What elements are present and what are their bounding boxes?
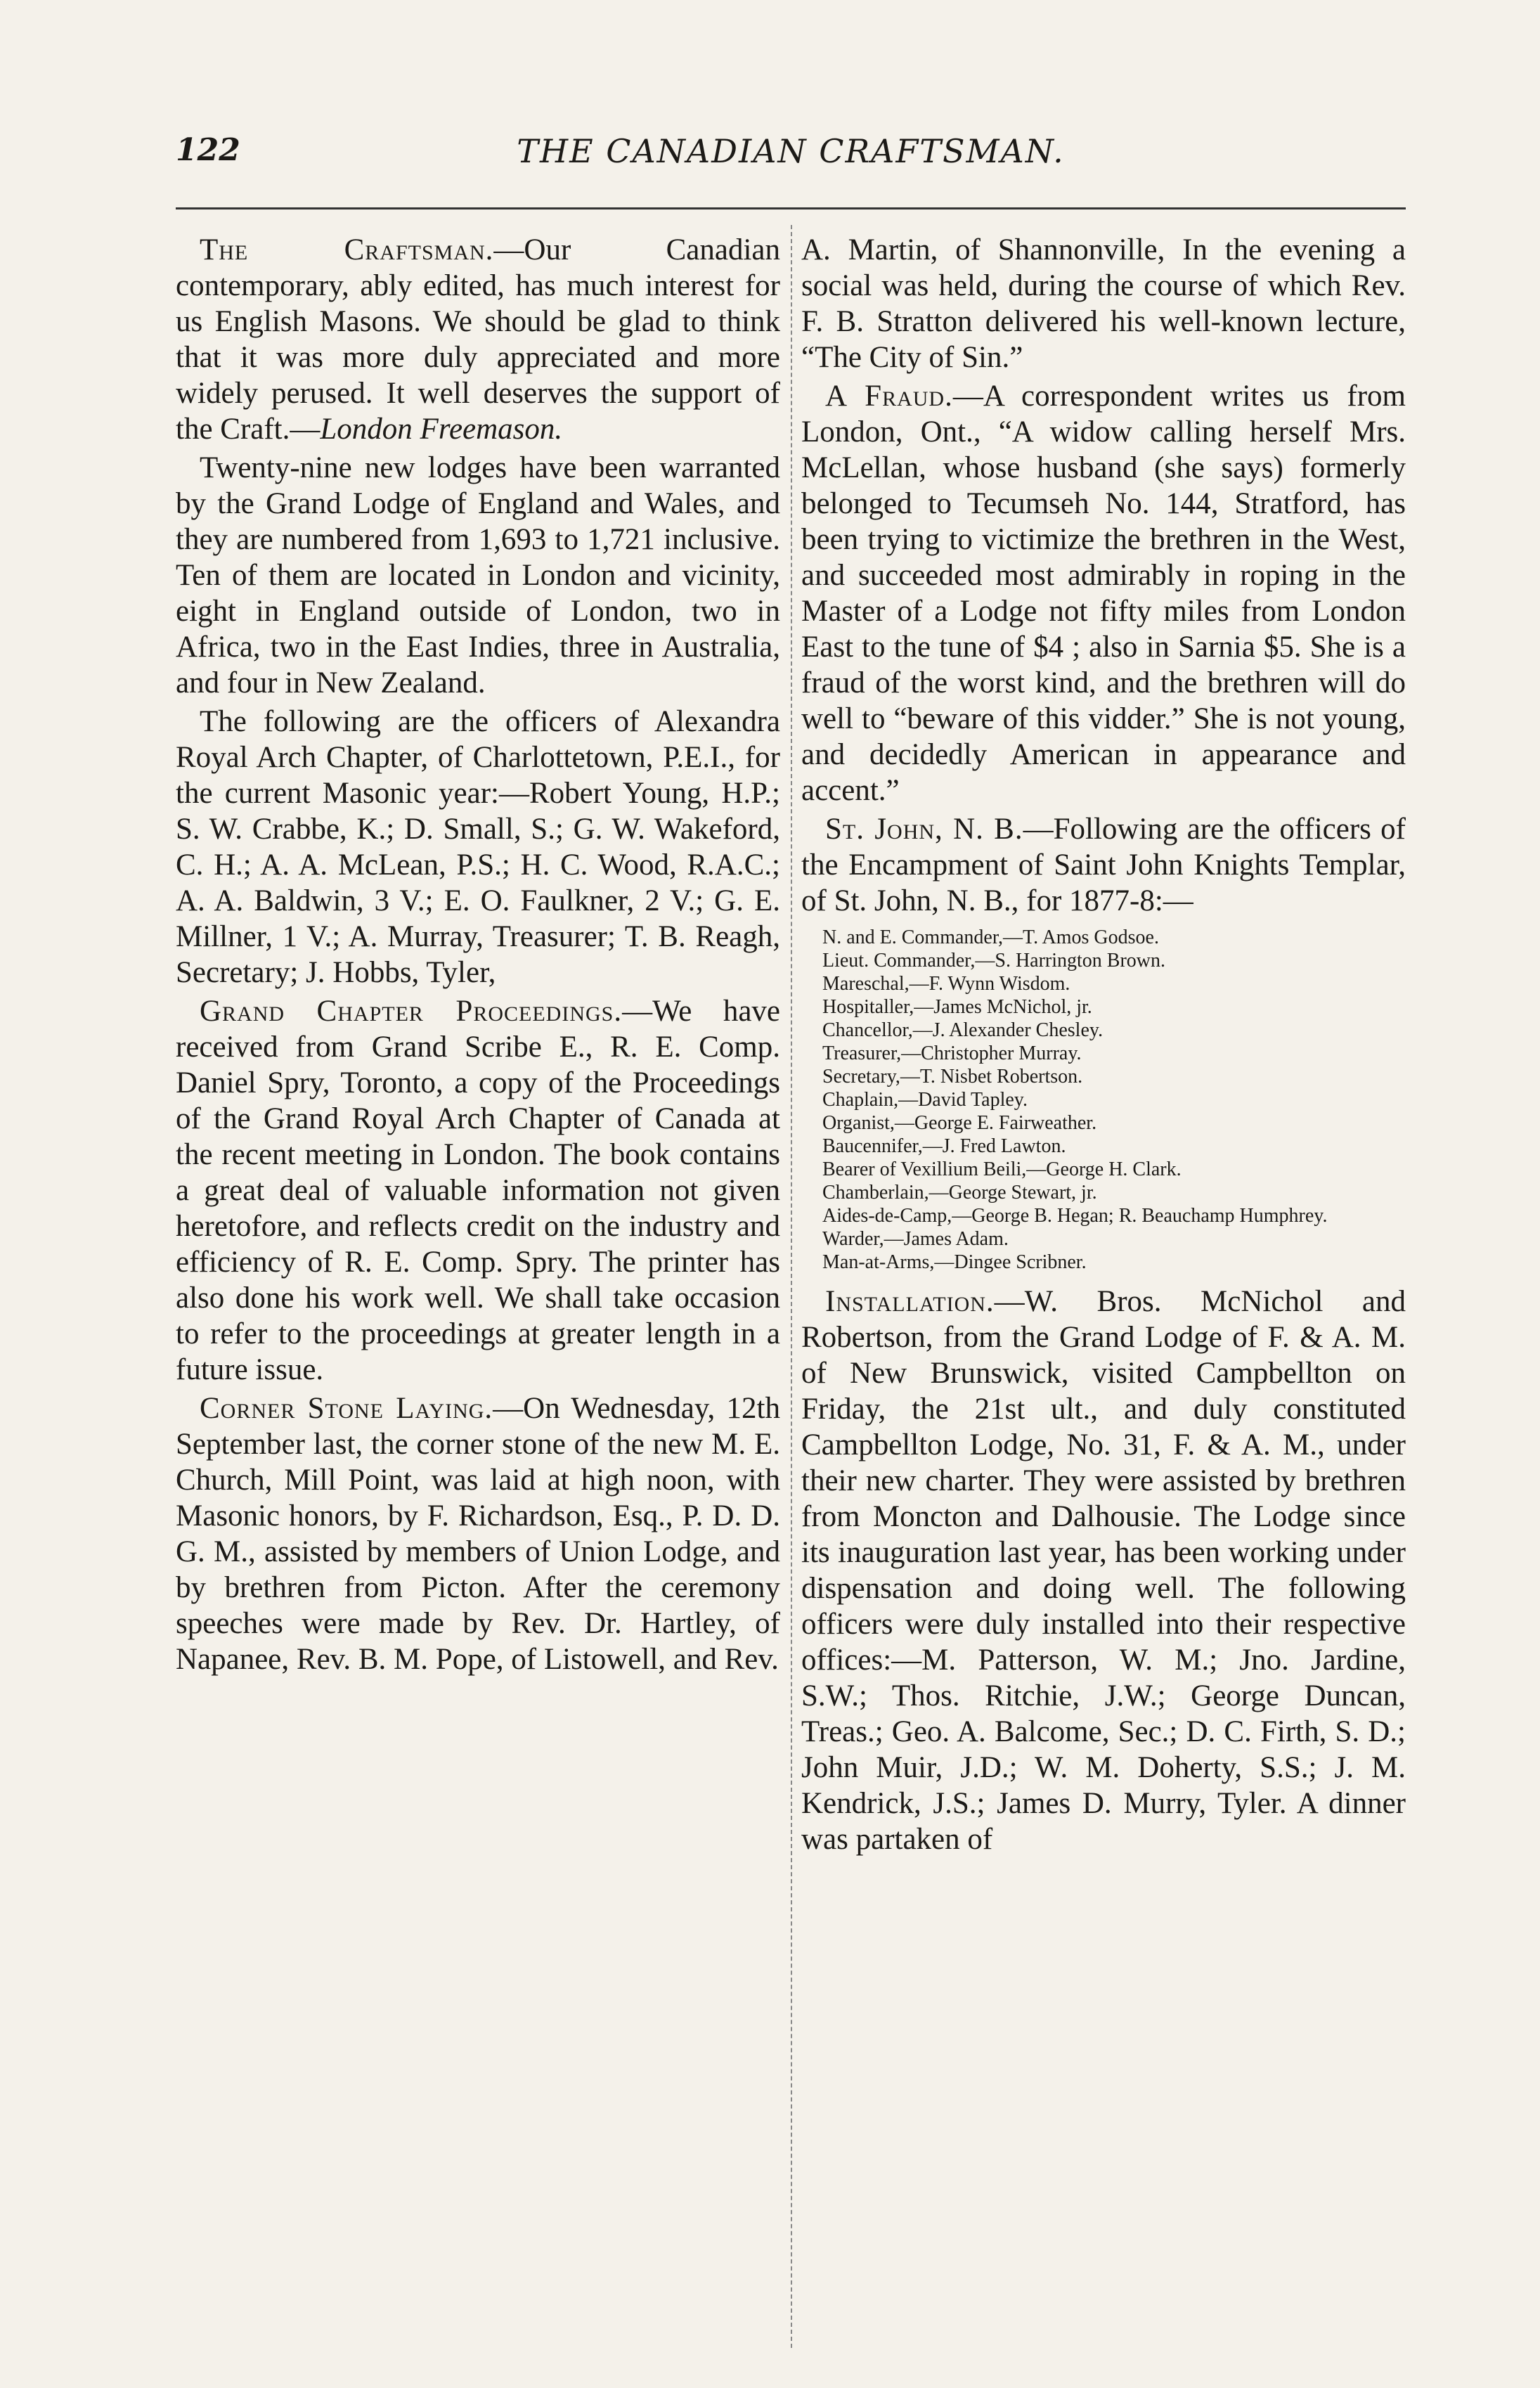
running-title: THE CANADIAN CRAFTSMAN. [517, 132, 1065, 170]
officer-line: Secretary,—T. Nisbet Robertson. [822, 1066, 1083, 1087]
header-rule [176, 207, 1406, 209]
officer-line: Lieut. Commander,—S. Harrington Brown. [822, 950, 1166, 972]
article-craftsman [176, 232, 780, 447]
officer-line: N. and E. Commander,—T. Amos Godsoe. [822, 927, 1159, 948]
article-fraud [801, 378, 1406, 808]
article-source: London Freemason. [320, 413, 563, 446]
article-heading: St. John, N. B. [825, 813, 1023, 846]
officer-line: Organist,—George E. Fairweather. [822, 1112, 1097, 1134]
article-alexandra-chapter: The following are the officers of Alexandra Royal Arch Chapter, of Charlottetown, P.E.I., for the current Masonic year:—Robert Young, H.P.; S. W. Crabbe, K.; D. Small, S.; G. W. Wakeford, C. H.; A. A. McLean, P.S.; H. C. Wood, R.A.C.; A. A. Baldwin, 3 V.; E. O. Faulkner, 2 V.; G. E. Millner, 1 V.; A. Murray, Treasurer; T. B. Reagh, Secretary; J. Hobbs, Tyler, [176, 705, 780, 989]
article-heading: Installation. [825, 1285, 995, 1318]
officer-line: Hospitaller,—James McNichol, jr. [822, 996, 1092, 1018]
column-divider [791, 225, 792, 2348]
left-column [176, 232, 780, 1680]
article-heading: Grand Chapter Proceedings. [200, 995, 623, 1028]
article-heading: A Fraud. [825, 380, 953, 413]
officer-line: Man-at-Arms,—Dingee Scribner. [822, 1251, 1087, 1273]
officer-line: Treasurer,—Christopher Murray. [822, 1043, 1082, 1064]
right-column [801, 232, 1406, 1860]
officer-line: Aides-de-Camp,—George B. Hegan; R. Beauchamp Humphrey. [822, 1205, 1328, 1227]
officer-line: Chancellor,—J. Alexander Chesley. [822, 1019, 1104, 1041]
officer-list [801, 926, 1406, 1274]
officer-line: Chaplain,—David Tapley. [822, 1089, 1028, 1111]
page-number: 122 [176, 132, 240, 168]
page-header [176, 132, 1406, 181]
article-corner-stone [176, 1390, 780, 1677]
officer-line: Chamberlain,—George Stewart, jr. [822, 1182, 1097, 1203]
article-martin-continued: A. Martin, of Shannonville, In the evening a social was held, during the course of which Rev. F. B. Stratton delivered his well-known lecture, “The City of Sin.” [801, 233, 1406, 374]
officer-line: Baucennifer,—J. Fred Lawton. [822, 1135, 1066, 1157]
officer-line: Warder,—James Adam. [822, 1228, 1009, 1250]
officer-line: Bearer of Vexillium Beili,—George H. Clark. [822, 1158, 1182, 1180]
article-st-john [801, 811, 1406, 919]
article-body: —On Wednesday, 12th September last, the corner stone of the new M. E. Church, Mill Point, was laid at high noon, with Masonic honors, by F. Richardson, Esq., P. D. D. G. M., assisted by members of Union Lodge, and by brethren from Picton. After the ceremony speeches were made by Rev. Dr. Hartley, of Napanee, Rev. B. M. Pope, of Listowell, and Rev. [176, 1392, 780, 1676]
article-body: —Following are the officers of the Encampment of Saint John Knights Templar, of St. John, N. B., for 1877-8:— [801, 813, 1406, 917]
article-new-lodges: Twenty-nine new lodges have been warranted by the Grand Lodge of England and Wales, and they are numbered from 1,693 to 1,721 inclusive. Ten of them are located in London and vicinity, eight in England outside of London, two in Africa, two in the East Indies, three in Australia, and four in New Zealand. [176, 451, 780, 699]
article-body: —Our Canadian contemporary, ably edited, has much interest for us English Masons. We should be glad to think that it was more duly appreciated and more widely perused. It well deserves the support of the Craft.— [176, 233, 780, 446]
article-grand-chapter [176, 993, 780, 1388]
officer-line: Mareschal,—F. Wynn Wisdom. [822, 973, 1070, 995]
article-installation [801, 1284, 1406, 1857]
article-heading: The Craftsman. [200, 233, 494, 266]
article-body: —A correspondent writes us from London, Ont., “A widow calling herself Mrs. McLellan, whose husband (she says) formerly belonged to Tecumseh No. 144, Stratford, has been trying to victimize the brethren in the West, and succeeded most admirably in roping in the Master of a Lodge not fifty miles from London East to the tune of $4 ; also in Sarnia $5. She is a fraud of the worst kind, and the brethren will do well to “beware of this vidder.” She is not young, and decidedly American in appearance and accent.” [801, 380, 1406, 807]
article-body: —We have received from Grand Scribe E., R. E. Comp. Daniel Spry, Toronto, a copy of the Proceedings of the Grand Royal Arch Chapter of Canada at the recent meeting in London. The book contains a great deal of valuable information not given heretofore, and reflects credit on the industry and efficiency of R. E. Comp. Spry. The printer has also done his work well. We shall take occasion to refer to the proceedings at greater length in a future issue. [176, 995, 780, 1386]
article-body: —W. Bros. McNichol and Robertson, from the Grand Lodge of F. & A. M. of New Brunswick, visited Campbellton on Friday, the 21st ult., and duly constituted Campbellton Lodge, No. 31, F. & A. M., under their new charter. They were assisted by brethren from Moncton and Dalhousie. The Lodge since its inauguration last year, has been working under dispensation and doing well. The following officers were duly installed into their respective offices:—M. Patterson, W. M.; Jno. Jardine, S.W.; Thos. Ritchie, J.W.; George Duncan, Treas.; Geo. A. Balcome, Sec.; D. C. Firth, S. D.; John Muir, J.D.; W. M. Doherty, S.S.; J. M. Kendrick, J.S.; James D. Murry, Tyler. A dinner was partaken of [801, 1285, 1406, 1856]
article-heading: Corner Stone Laying. [200, 1392, 493, 1425]
